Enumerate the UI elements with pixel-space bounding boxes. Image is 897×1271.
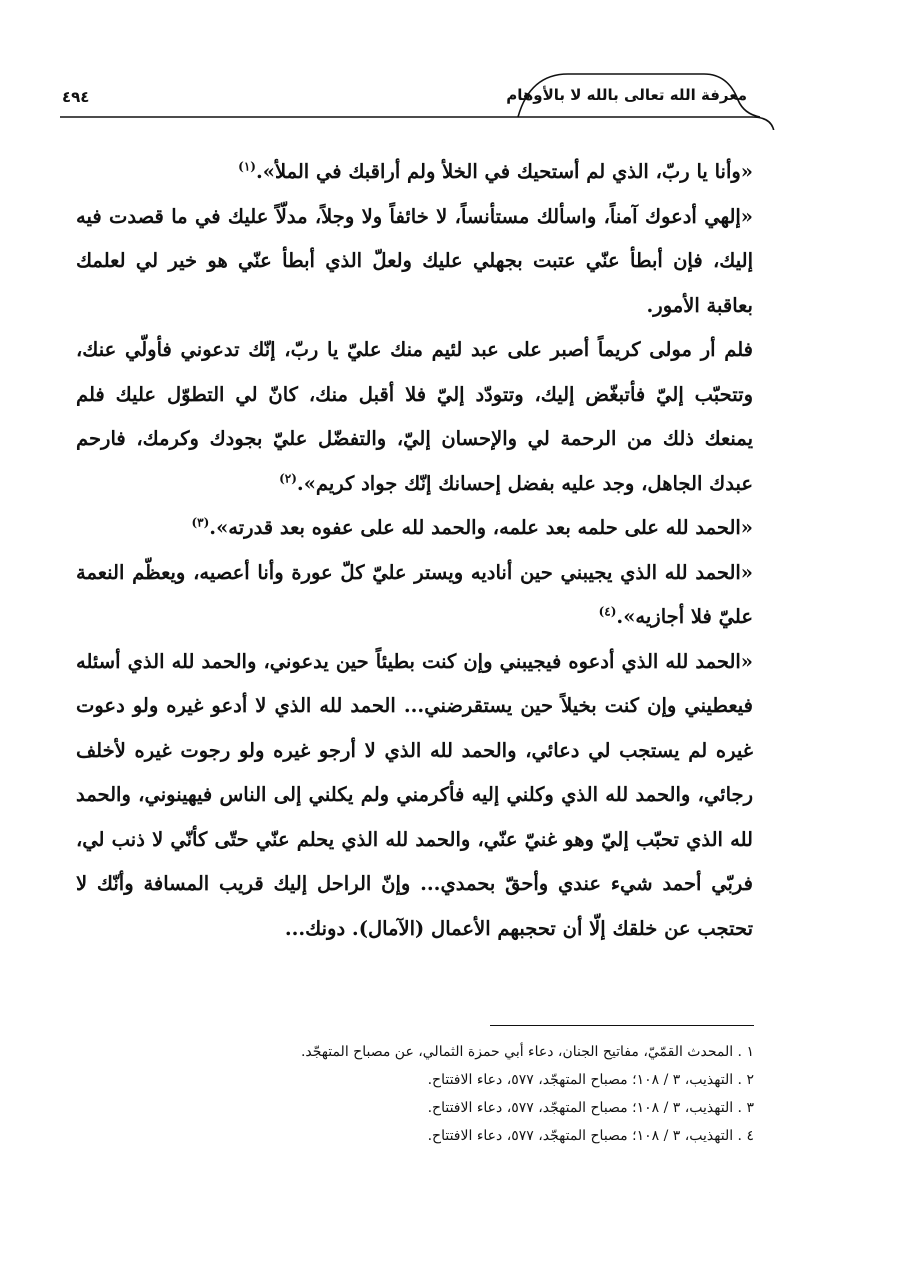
paragraph-text: «الحمد لله الذي يجيبني حين أناديه ويستر عليّ كلّ عورة وأنا أعصيه، ويعظّم النعمة عليّ فلا أجازيه». — [76, 560, 753, 628]
footnote-ref: (٤) — [598, 604, 617, 619]
paragraph — [76, 150, 753, 195]
running-header-title: معرفة الله تعالى بالله لا بالأوهام — [506, 86, 747, 104]
footnote: ٣ . التهذيب، ٣ / ١٠٨؛ مصباح المتهجّد، ٥٧٧، دعاء الافتتاح. — [427, 1100, 754, 1116]
paragraph-text: «الحمد لله على حلمه بعد علمه، والحمد لله على عفوه بعد قدرته». — [209, 516, 753, 539]
footnote-ref: (٣) — [191, 515, 210, 530]
footnote-ref: (٢) — [279, 471, 297, 485]
paragraph — [76, 506, 753, 551]
paragraph-text: «إلهي أدعوك آمناً، واسألك مستأنساً، لا خائفاً ولا وجلاً، مدلّاً عليك في ما قصدت فيه إليك، فإن أبطأ عنّي عتبت بجهلي عليك ولعلّ الذي أبطأ عنّي هو خير لي لعلمك بعاقبة الأمور. — [76, 204, 753, 317]
paragraph — [76, 551, 753, 640]
paragraph — [76, 328, 753, 506]
header-rule — [60, 117, 774, 130]
footnote: ٤ . التهذيب، ٣ / ١٠٨؛ مصباح المتهجّد، ٥٧٧، دعاء الافتتاح. — [427, 1128, 754, 1144]
header-frame — [0, 0, 897, 130]
paragraph-text: «الحمد لله الذي أدعوه فيجيبني وإن كنت بطيئاً حين يدعوني، والحمد لله الذي أسئله فيعطيني وإن كنت بخيلاً حين يستقرضني... الحمد لله الذي لا أدعو غيره ولو دعوت غيره لم يستجب لي دعائي، والحمد لله الذي لا أرجو غيره ولو رجوت غيره لأخلف رجائي، والحمد لله الذي وكلني إليه فأكرمني ولم يكلني إلى الناس فيهينوني، والحمد لله الذي تحبّب إليّ وهو غنيّ عنّي، والحمد لله الذي يحلم عنّي حتّى كأنّي لا ذنب لي، فربّي أحمد شيء عندي وأحقّ بحمدي... وإنّ الراحل إليك قريب المسافة وأنّك لا تحتجب عن خلقك إلّا أن تحجبهم الأعمال (الآمال). دونك... — [76, 649, 753, 940]
paragraph-text: فلم أر مولى كريماً أصبر على عبد لئيم منك عليّ يا ربّ، إنّك تدعوني فأولّي عنك، وتتحبّب إليّ فأتبغّض إليك، وتتودّد إليّ فلا أقبل منك، كانّ لي التطوّل عليك فلم يمنعك ذلك من الرحمة لي والإحسان إليّ، والتفضّل عليّ بجودك وكرمك، فارحم عبدك الجاهل، وجد عليه بفضل إحسانك إنّك جواد كريم». — [76, 338, 753, 495]
page-number: ٤٩٤ — [62, 88, 90, 106]
paragraph — [76, 195, 753, 329]
footnote: ١ . المحدث القمّيّ، مفاتيح الجنان، دعاء أبي حمزة الثمالي، عن مصباح المتهجّد. — [300, 1044, 754, 1060]
footnotes — [250, 1038, 754, 1150]
footnote-ref: (١) — [238, 159, 256, 174]
footnote: ٢ . التهذيب، ٣ / ١٠٨؛ مصباح المتهجّد، ٥٧٧، دعاء الافتتاح. — [427, 1072, 754, 1088]
paragraph — [76, 640, 753, 952]
paragraph-text: «وأنا يا ربّ، الذي لم أستحيك في الخلأ ولم أراقبك في الملأ». — [255, 160, 753, 183]
main-text — [76, 150, 753, 951]
footnote-divider — [490, 1025, 754, 1026]
